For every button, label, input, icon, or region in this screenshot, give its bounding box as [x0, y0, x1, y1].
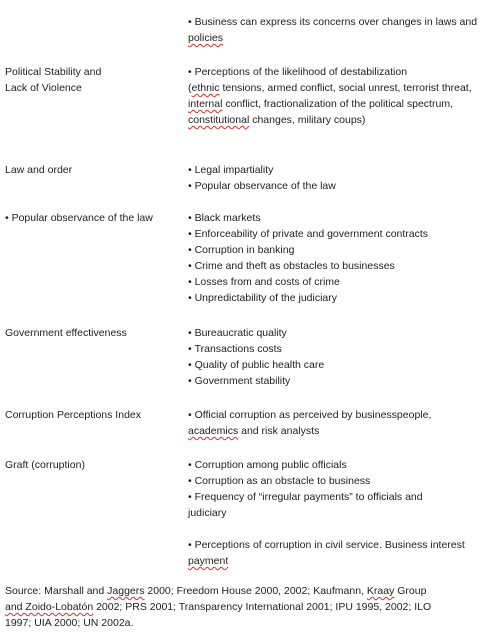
criterion-law-and-order: [5, 162, 175, 178]
indicator-item-continuation: [188, 30, 496, 46]
criterion-label: Government effectiveness: [5, 327, 127, 339]
indicator-item: • Unpredictability of the judiciary: [188, 290, 496, 306]
criterion-popular-observance: [5, 210, 175, 226]
spellcheck-word: and Zoido-Lobatón: [5, 601, 94, 613]
criterion-label: • Popular observance of the law: [5, 212, 153, 224]
criterion-label: Law and order: [5, 164, 73, 176]
indicator-list-civil-service: [188, 537, 496, 569]
indicator-item: • Frequency of “irregular payments” to officials and: [188, 489, 496, 505]
indicator-item-continuation: [188, 423, 496, 439]
indicator-list-political-stability: [188, 64, 496, 128]
text-fragment: 1997; UIA 2000; UN 2002a.: [5, 617, 134, 629]
indicator-item: • Black markets: [188, 210, 496, 226]
criterion-label: Political Stability and: [5, 66, 102, 78]
indicator-item: • Losses from and costs of crime: [188, 274, 496, 290]
indicator-item: • Perceptions of the likelihood of destabilization: [188, 64, 496, 80]
indicator-list-government-effectiveness: [188, 325, 496, 389]
indicator-item: • Perceptions of corruption in civil service. Business interest: [188, 537, 496, 553]
criterion-corruption-perceptions-index: [5, 407, 175, 423]
text-fragment: and risk analysts: [238, 425, 320, 437]
spellcheck-word: policies: [188, 32, 224, 44]
indicator-list-popular-observance: [188, 210, 496, 306]
indicator-list-corruption-perceptions: [188, 407, 496, 439]
spellcheck-word: Kraay: [366, 585, 395, 597]
indicator-item: • Crime and theft as obstacles to businesses: [188, 258, 496, 274]
indicator-list-graft: [188, 457, 496, 521]
indicator-item: • Corruption in banking: [188, 242, 496, 258]
source-line: [5, 583, 495, 599]
spellcheck-word: ethnic: [191, 82, 220, 94]
indicator-item: • Popular observance of the law: [188, 178, 496, 194]
criterion-label: Corruption Perceptions Index: [5, 409, 141, 421]
indicator-item: • Corruption as an obstacle to business: [188, 473, 496, 489]
source-citation: [5, 583, 495, 631]
criterion-political-stability: [5, 64, 175, 96]
indicator-item: • Enforceability of private and government contracts: [188, 226, 496, 242]
indicator-item-continuation: [188, 553, 496, 569]
indicator-item: • Business can express its concerns over changes in laws and: [188, 14, 496, 30]
criterion-graft: [5, 457, 175, 473]
indicator-item-continuation: judiciary: [188, 507, 227, 519]
text-fragment: (: [188, 82, 192, 94]
spellcheck-word: Jaggers: [107, 585, 145, 597]
text-fragment: Group: [394, 585, 427, 597]
text-fragment: 2000; Freedom House 2000, 2002; Kaufmann,: [144, 585, 367, 597]
indicator-item: • Official corruption as perceived by businesspeople,: [188, 407, 496, 423]
indicator-item-continuation: [188, 80, 496, 96]
spellcheck-word: payment: [188, 555, 229, 567]
source-line: [5, 599, 495, 615]
indicator-item: • Bureaucratic quality: [188, 325, 496, 341]
text-fragment: changes, military coups): [249, 114, 366, 126]
spellcheck-word: internal: [188, 98, 223, 110]
criterion-label: Lack of Violence: [5, 82, 82, 94]
indicator-item-continuation: [188, 112, 496, 128]
indicator-item: • Legal impartiality: [188, 162, 496, 178]
text-fragment: 2002; PRS 2001; Transparency International 2001; IPU 1995, 2002; ILO: [93, 601, 432, 613]
indicator-item: • Government stability: [188, 373, 496, 389]
indicator-item-continuation: [188, 96, 496, 112]
indicator-item: • Corruption among public officials: [188, 457, 496, 473]
text-fragment: conflict, fractionalization of the political spectrum,: [222, 98, 453, 110]
criterion-label: Graft (corruption): [5, 459, 85, 471]
spellcheck-word: academics: [188, 425, 239, 437]
indicator-list-law-and-order: [188, 162, 496, 194]
indicator-item: • Quality of public health care: [188, 357, 496, 373]
indicator-list-business-concerns: [188, 14, 496, 46]
criterion-government-effectiveness: [5, 325, 175, 341]
spellcheck-word: constitutional: [188, 114, 250, 126]
source-line: [5, 615, 495, 631]
text-fragment: tensions, armed conflict, social unrest, terrorist threat,: [219, 82, 472, 94]
text-fragment: Source: Marshall and: [5, 585, 108, 597]
indicator-item: • Transactions costs: [188, 341, 496, 357]
